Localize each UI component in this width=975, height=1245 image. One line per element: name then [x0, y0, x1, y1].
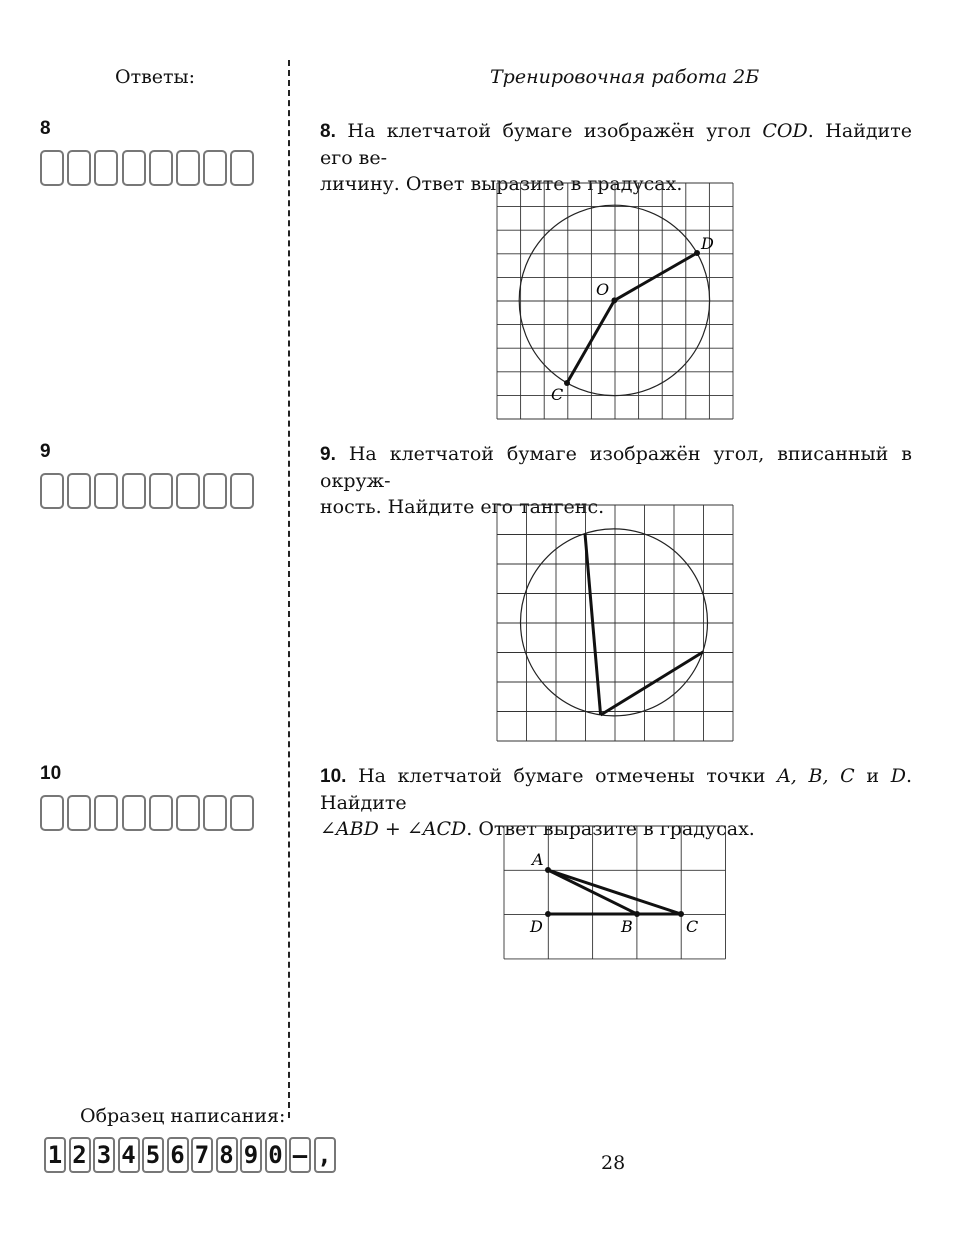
sample-glyph: 5 — [142, 1137, 164, 1173]
answer-cell[interactable] — [67, 795, 91, 831]
sample-glyph: 4 — [118, 1137, 140, 1173]
task-9-label: 9. — [320, 444, 336, 465]
task-9-number: 9 — [40, 441, 51, 462]
point-b — [634, 911, 640, 917]
answer-cell[interactable] — [203, 150, 227, 186]
task-8-answer-boxes[interactable] — [40, 150, 258, 186]
task-9-line2: ность. Найдите его тангенс. — [320, 496, 605, 518]
answer-cell[interactable] — [230, 795, 254, 831]
point-o — [611, 297, 617, 303]
answer-cell[interactable] — [40, 795, 64, 831]
label-d: D — [530, 917, 543, 936]
task-10-number: 10 — [40, 763, 62, 784]
task-8-figure — [496, 182, 736, 422]
point-d — [694, 250, 700, 256]
answer-cell[interactable] — [94, 795, 118, 831]
label-c: C — [686, 917, 699, 936]
answer-column-divider — [288, 60, 290, 1118]
sample-label: Образец написания: — [80, 1105, 286, 1127]
task-10-line1: На клетчатой бумаге отмечены точки — [358, 765, 778, 787]
answer-cell[interactable] — [40, 150, 64, 186]
sample-glyph: 2 — [69, 1137, 91, 1173]
task-10-answer-boxes[interactable] — [40, 795, 258, 831]
point-a — [545, 867, 551, 873]
answer-cell[interactable] — [230, 473, 254, 509]
task-8-angle: COD — [762, 120, 808, 142]
label-c: C — [551, 385, 564, 404]
sample-glyph: 3 — [93, 1137, 115, 1173]
sample-glyph: 1 — [44, 1137, 66, 1173]
label-b: B — [621, 917, 633, 936]
answer-cell[interactable] — [67, 150, 91, 186]
task-8-line1b: . Найдите его ве- — [320, 120, 912, 169]
sample-glyph: 7 — [191, 1137, 213, 1173]
answer-cell[interactable] — [67, 473, 91, 509]
task-8-line2: личину. Ответ выразите в градусах. — [320, 173, 683, 195]
segment-ac — [548, 870, 681, 914]
task-10-figure — [503, 825, 727, 961]
segment-od — [614, 253, 697, 300]
answer-cell[interactable] — [149, 795, 173, 831]
label-o: O — [596, 280, 610, 299]
sample-glyph: 6 — [167, 1137, 189, 1173]
task-10-line1b: . Найдите — [320, 765, 912, 814]
task-8-number: 8 — [40, 118, 51, 139]
page-number: 28 — [601, 1152, 626, 1174]
point-d — [545, 911, 551, 917]
answer-cell[interactable] — [203, 795, 227, 831]
task-8-line1: На клетчатой бумаге изображён угол — [347, 120, 763, 142]
sample-glyph: – — [289, 1137, 311, 1173]
answer-cell[interactable] — [176, 150, 200, 186]
answer-cell[interactable] — [149, 473, 173, 509]
sample-glyph: 9 — [240, 1137, 262, 1173]
task-8-label: 8. — [320, 121, 336, 142]
task-10-point-d: D — [890, 765, 906, 787]
task-9-circle — [521, 529, 708, 716]
task-9-line1: На клетчатой бумаге изображён угол, вписанный в окруж- — [320, 443, 912, 492]
label-d: D — [701, 234, 714, 253]
answer-cell[interactable] — [122, 473, 146, 509]
answer-cell[interactable] — [40, 473, 64, 509]
answer-cell[interactable] — [94, 150, 118, 186]
sample-glyph: 0 — [265, 1137, 287, 1173]
task-10-points: A, B, C — [777, 765, 855, 787]
answer-cell[interactable] — [203, 473, 227, 509]
answer-cell[interactable] — [176, 795, 200, 831]
task-9-figure — [496, 504, 736, 744]
sample-glyph: 8 — [216, 1137, 238, 1173]
answers-title: Ответы: — [115, 66, 196, 88]
answer-cell[interactable] — [176, 473, 200, 509]
task-10-and: и — [854, 765, 891, 787]
answer-cell[interactable] — [149, 150, 173, 186]
work-title: Тренировочная работа 2Б — [490, 66, 760, 88]
answer-cell[interactable] — [230, 150, 254, 186]
answer-cell[interactable] — [94, 473, 118, 509]
inscribed-angle-side-1 — [585, 534, 601, 715]
sample-glyph: , — [314, 1137, 336, 1173]
task-10-line2: . Ответ выразите в градусах. — [466, 818, 755, 840]
inscribed-angle-side-2 — [601, 652, 703, 715]
point-c — [678, 911, 684, 917]
task-10-expression: ∠ABD + ∠ACD — [320, 818, 467, 840]
answer-cell[interactable] — [122, 150, 146, 186]
task-10-label: 10. — [320, 766, 347, 787]
task-9-answer-boxes[interactable] — [40, 473, 258, 509]
answer-cell[interactable] — [122, 795, 146, 831]
point-c — [564, 380, 570, 386]
sample-glyph-row — [44, 1137, 338, 1173]
segment-oc — [567, 300, 614, 383]
label-a: A — [532, 850, 544, 869]
